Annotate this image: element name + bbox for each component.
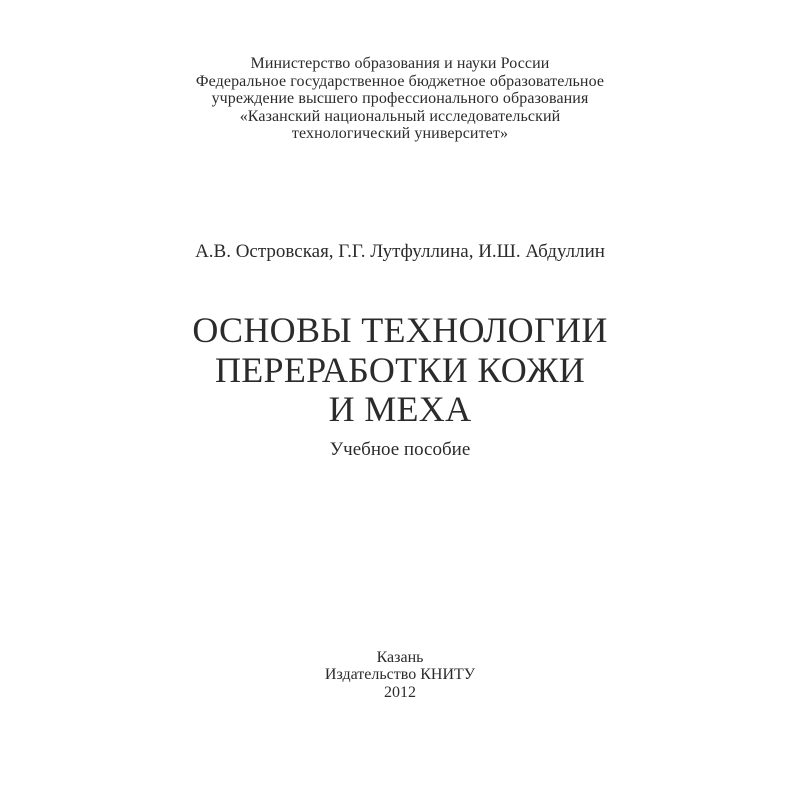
ministry-header xyxy=(0,55,800,143)
header-line-federal: Федеральное государственное бюджетное образовательное xyxy=(195,72,605,90)
authors-line: А.В. Островская, Г.Г. Лутфуллина, И.Ш. Абдуллин xyxy=(195,241,605,262)
imprint-publisher: Издательство КНИТУ xyxy=(324,666,476,684)
header-line-ministry: Министерство образования и науки России xyxy=(250,55,550,72)
header-line-institution: учреждение высшего профессионального образования xyxy=(211,90,589,108)
imprint xyxy=(0,649,800,701)
imprint-year: 2012 xyxy=(384,683,416,701)
title-line-2: ПЕРЕРАБОТКИ КОЖИ xyxy=(214,349,586,390)
book-title xyxy=(0,311,800,430)
subtitle: Учебное пособие xyxy=(329,439,471,460)
header-line-university-1: «Казанский национальный исследовательский xyxy=(239,107,561,125)
imprint-city: Казань xyxy=(376,649,424,666)
title-line-3: И МЕХА xyxy=(328,389,472,429)
header-line-university-2: технологический университет» xyxy=(291,125,509,143)
title-line-1: ОСНОВЫ ТЕХНОЛОГИИ xyxy=(192,310,608,350)
